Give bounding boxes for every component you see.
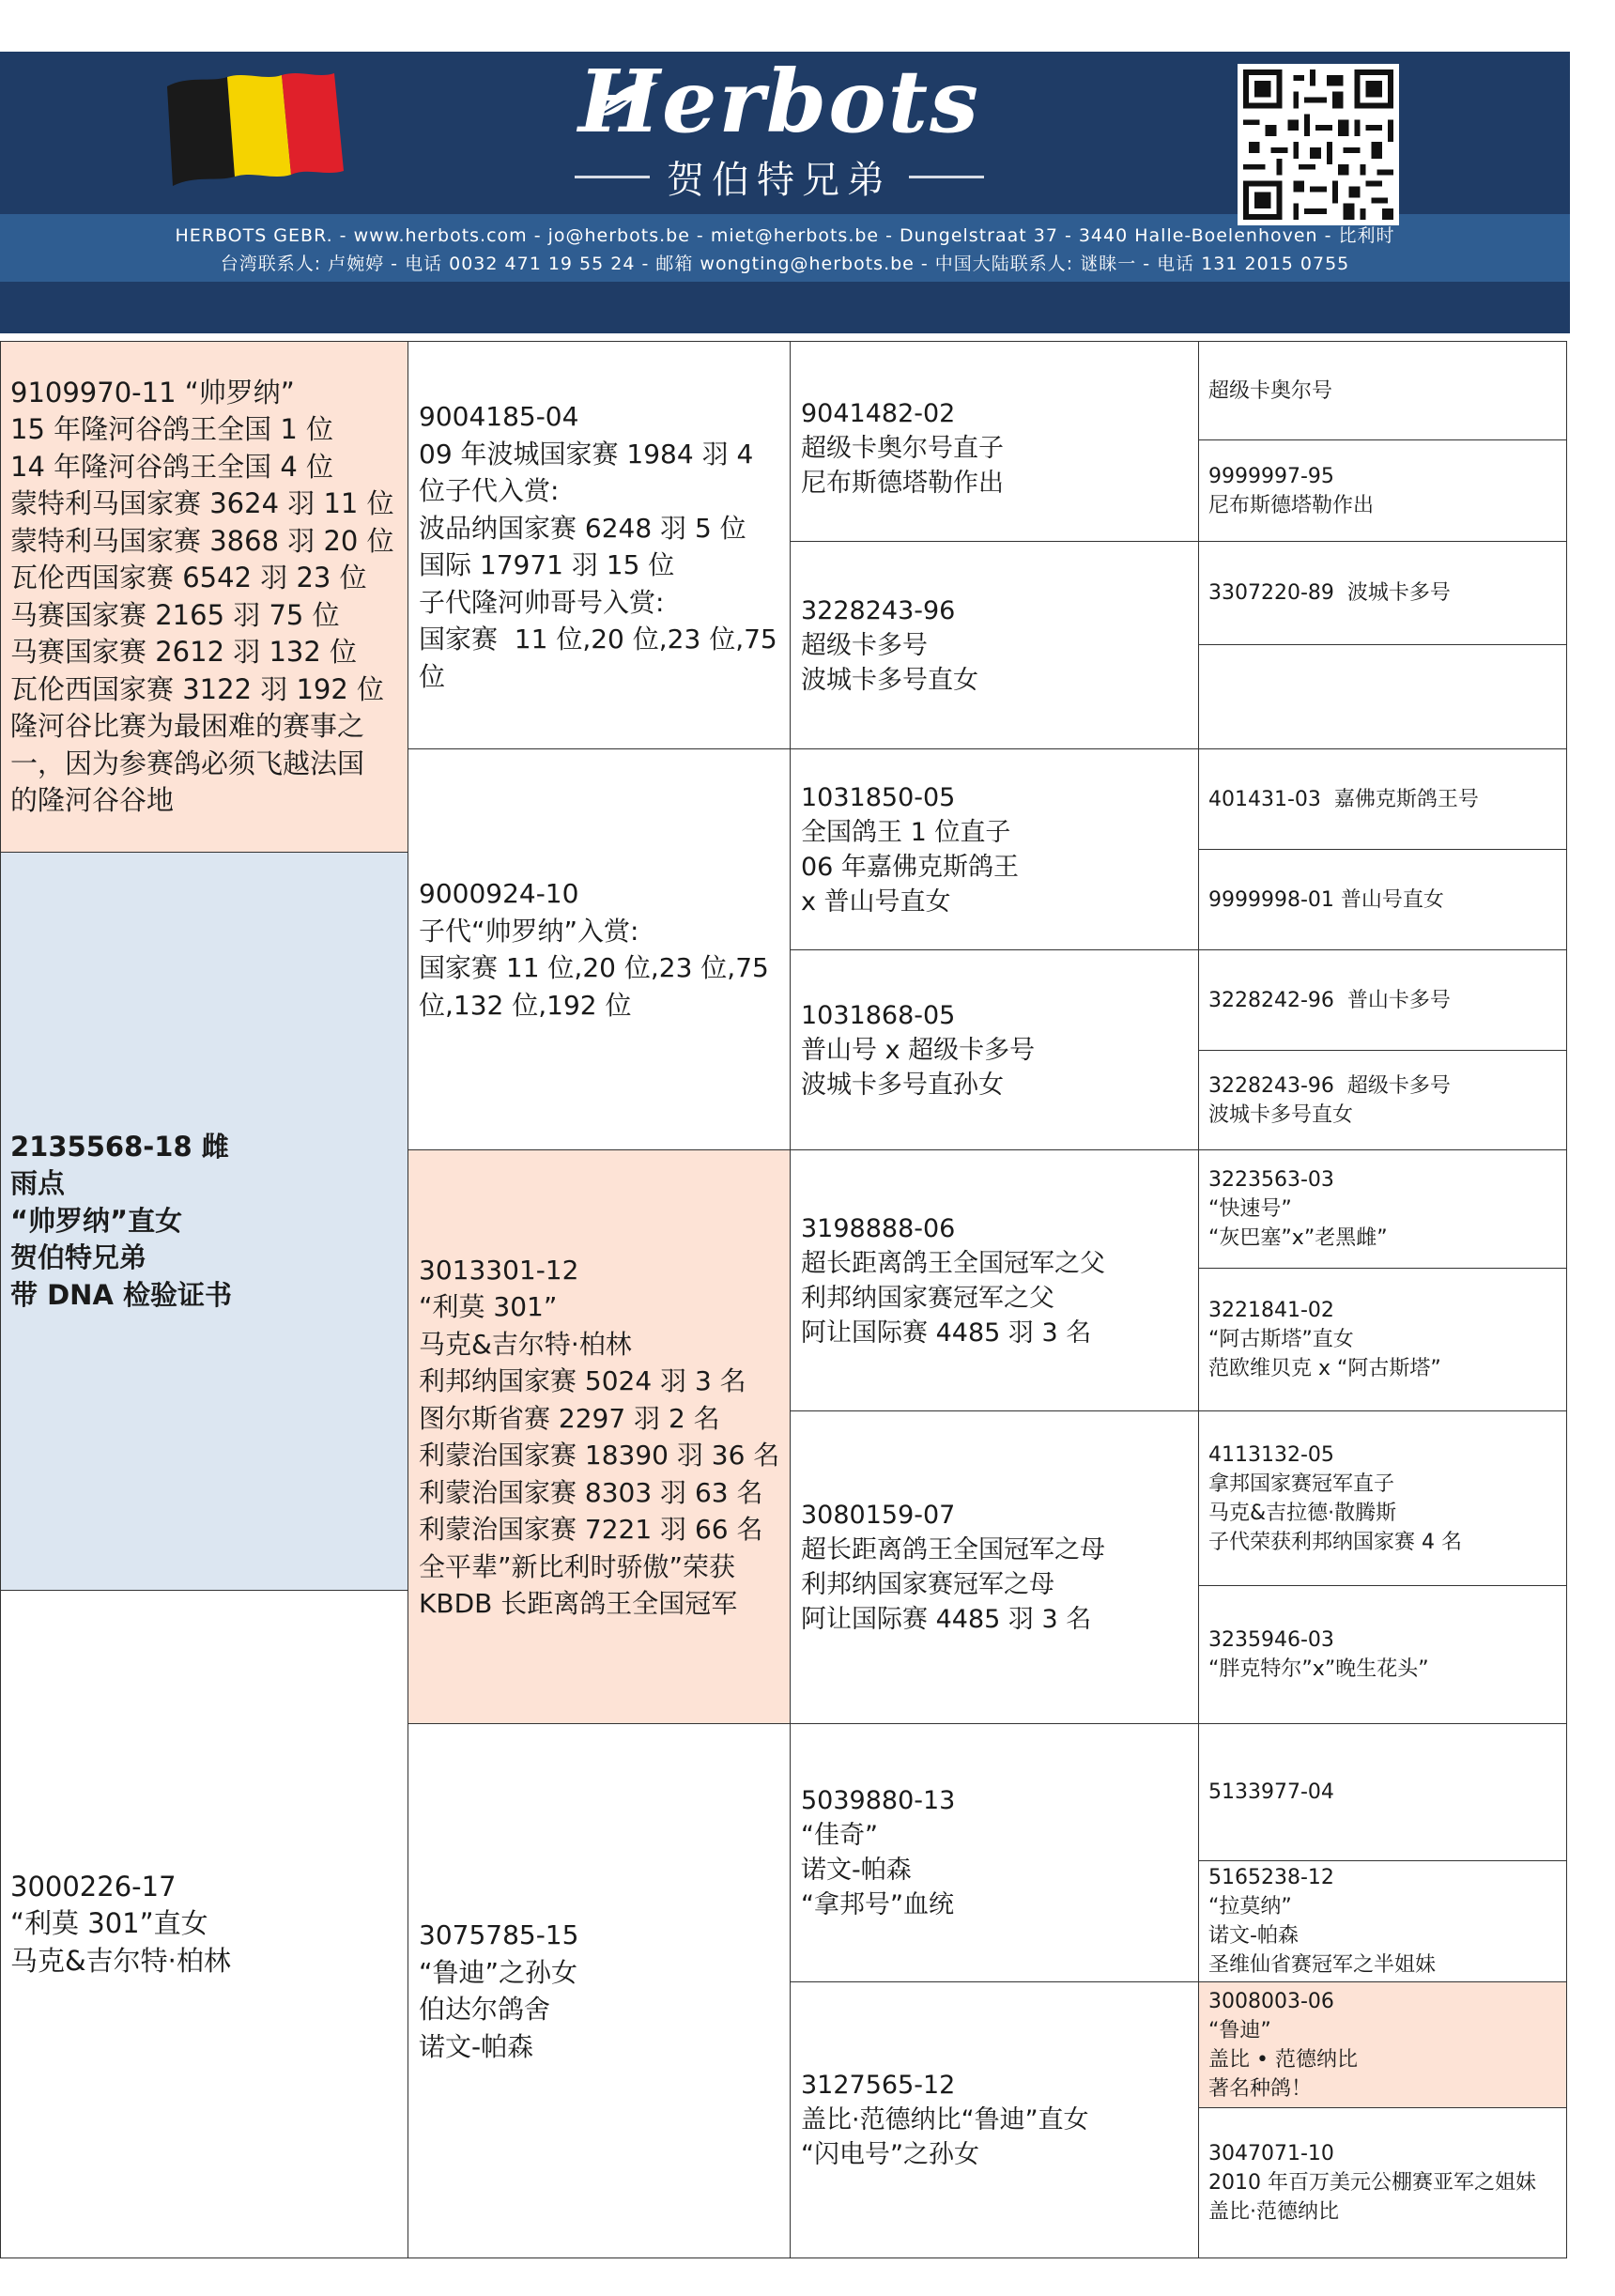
pedigree-cell-gen3 bbox=[790, 341, 1199, 542]
pedigree-cell-sire bbox=[0, 341, 408, 853]
pedigree-line: 利蒙治国家赛 8303 羽 63 名 bbox=[419, 1476, 763, 1508]
subject-note: “帅罗纳”直女 bbox=[10, 1204, 183, 1237]
pedigree-line: “拿邦号”血统 bbox=[801, 1890, 954, 1919]
pedigree-line: 盖比·范德纳比 bbox=[1208, 2200, 1339, 2224]
pedigree-cell-gen4 bbox=[1198, 1860, 1567, 1982]
pedigree-line: 3228242-96 普山卡多号 bbox=[1208, 988, 1451, 1012]
pedigree-line: 15 年隆河谷鸽王全国 1 位 bbox=[10, 413, 334, 445]
pedigree-line: 超长距离鸽王全国冠军之母 bbox=[801, 1535, 1105, 1564]
pedigree-line: 超级卡多号 bbox=[801, 630, 928, 660]
pedigree-line: 隆河谷比赛为最困难的赛事之 bbox=[10, 710, 365, 742]
pedigree-cell-gen2 bbox=[408, 1149, 791, 1724]
pedigree-line: 3080159-07 bbox=[801, 1501, 956, 1530]
pedigree-line: 9000924-10 bbox=[419, 878, 579, 909]
pedigree-line: 超长距离鸽王全国冠军之父 bbox=[801, 1248, 1105, 1278]
pedigree-line: 波城卡多号直女 bbox=[1208, 1102, 1354, 1127]
pedigree-cell-gen4 bbox=[1198, 1981, 1567, 2108]
pedigree-line: 子代隆河帅哥号入赏: bbox=[419, 586, 665, 618]
pedigree-cell-gen4 bbox=[1198, 1149, 1567, 1269]
pedigree-line: 5165238-12 bbox=[1208, 1866, 1334, 1889]
qr-code-icon bbox=[1238, 64, 1399, 225]
pedigree-cell-gen4 bbox=[1198, 1268, 1567, 1411]
contact-line: HERBOTS GEBR. - www.herbots.com - jo@herbots.be - miet@herbots.be - Dungelstraat 37 - 3440 Halle-Boelenhoven - 比利时 bbox=[175, 225, 1395, 246]
pedigree-line: 利邦纳国家赛冠军之母 bbox=[801, 1570, 1054, 1599]
pedigree-line: 诺文-帕森 bbox=[1208, 1924, 1299, 1948]
pedigree-line: 5039880-13 bbox=[801, 1786, 956, 1815]
pedigree-line: 3000226-17 bbox=[10, 1870, 177, 1903]
brand-name: Herbots bbox=[578, 51, 980, 152]
pedigree-line: 马克&吉拉德·散腾斯 bbox=[1208, 1501, 1397, 1525]
pedigree-line: 全国鸽王 1 位直子 bbox=[801, 817, 1011, 847]
pedigree-line: 3228243-96 超级卡多号 bbox=[1208, 1073, 1451, 1098]
pedigree-line: 诺文-帕森 bbox=[419, 2030, 534, 2062]
pedigree-line: 利邦纳国家赛冠军之父 bbox=[801, 1283, 1054, 1313]
pedigree-line: 2010 年百万美元公棚赛亚军之姐妹 bbox=[1208, 2171, 1536, 2195]
pedigree-line: 尼布斯德塔勒作出 bbox=[801, 469, 1004, 498]
pedigree-line: 国际 17971 羽 15 位 bbox=[419, 549, 675, 580]
subject-name: 雨点 bbox=[10, 1167, 66, 1200]
pedigree-cell-gen4 bbox=[1198, 748, 1567, 850]
pedigree-line: 瓦伦西国家赛 6542 羽 23 位 bbox=[10, 562, 367, 593]
pedigree-line: 3047071-10 bbox=[1208, 2142, 1334, 2165]
pedigree-line: 范欧维贝克 x “阿古斯塔” bbox=[1208, 1357, 1441, 1380]
contact-line: 台湾联系人: 卢婉婷 - 电话 0032 471 19 55 24 - 邮箱 wongting@herbots.be - 中国大陆联系人: 谜睐一 - 电话 131 2015 0755 bbox=[220, 254, 1350, 274]
pedigree-line: 9041482-02 bbox=[801, 399, 956, 428]
pedigree-cell-gen4 bbox=[1198, 1585, 1567, 1724]
pedigree-line: 3008003-06 bbox=[1208, 1989, 1334, 2013]
divider bbox=[909, 176, 984, 178]
pedigree-line: 位子代入赏: bbox=[419, 475, 560, 506]
pedigree-line: “灰巴塞”x”老黑雌” bbox=[1208, 1226, 1388, 1250]
pedigree-line: 瓦伦西国家赛 3122 羽 192 位 bbox=[10, 672, 385, 705]
subject-breeder: 贺伯特兄弟 bbox=[10, 1241, 147, 1274]
pedigree-line: 马克&吉尔特·柏林 bbox=[419, 1328, 632, 1360]
pedigree-line: 子代“帅罗纳”入赏: bbox=[419, 915, 639, 947]
pedigree-line: “拉莫纳” bbox=[1208, 1895, 1292, 1918]
subject-dna: 带 DNA 检验证书 bbox=[10, 1278, 232, 1311]
pedigree-line: 超级卡奥尔号 bbox=[1208, 378, 1333, 403]
pedigree-line: 9999998-01 普山号直女 bbox=[1208, 887, 1444, 912]
pedigree-line: 3223563-03 bbox=[1208, 1168, 1334, 1192]
pedigree-cell-gen4 bbox=[1198, 1723, 1567, 1861]
pedigree-cell-gen4 bbox=[1198, 439, 1567, 542]
pedigree-cell-gen2 bbox=[408, 748, 791, 1150]
pedigree-cell-gen3 bbox=[790, 1149, 1199, 1411]
pedigree-cell-gen2 bbox=[408, 1723, 791, 2258]
pedigree-line: 全平辈”新比利时骄傲”荣获 bbox=[419, 1550, 736, 1582]
pedigree-line: 马赛国家赛 2165 羽 75 位 bbox=[10, 598, 340, 631]
pedigree-line: 子代荣获利邦纳国家赛 4 名 bbox=[1208, 1530, 1462, 1554]
pedigree-line: 3307220-89 波城卡多号 bbox=[1208, 581, 1451, 605]
pedigree-line: 1031868-05 bbox=[801, 1000, 956, 1030]
pedigree-cell-gen4 bbox=[1198, 949, 1567, 1051]
pedigree-cell-gen3 bbox=[790, 1981, 1199, 2258]
pedigree-line: 著名种鸽！ bbox=[1208, 2076, 1313, 2101]
subject-ring: 2135568-18 雌 bbox=[10, 1130, 229, 1163]
pedigree-line: 波品纳国家赛 6248 羽 5 位 bbox=[419, 512, 746, 544]
pedigree-line: 利蒙治国家赛 7221 羽 66 名 bbox=[419, 1514, 763, 1545]
pedigree-cell-subject bbox=[0, 852, 408, 1591]
pedigree-line: “利莫 301” bbox=[419, 1291, 558, 1322]
pedigree-line: 401431-03 嘉佛克斯鸽王号 bbox=[1208, 787, 1479, 811]
pedigree-line: 波城卡多号直孙女 bbox=[801, 1070, 1004, 1100]
pedigree-line: 圣维仙省赛冠军之半姐妹 bbox=[1208, 1953, 1437, 1977]
pedigree-line: “快速号” bbox=[1208, 1197, 1292, 1221]
pedigree-line: 国家赛 11 位,20 位,23 位,75 bbox=[419, 624, 777, 655]
pedigree-line: 位 bbox=[419, 660, 446, 692]
pedigree-line: 3221841-02 bbox=[1208, 1299, 1334, 1322]
pedigree-line: 3127565-12 bbox=[801, 2071, 956, 2100]
pedigree-line: 蒙特利马国家赛 3868 羽 20 位 bbox=[10, 524, 394, 557]
pedigree-cell-gen3 bbox=[790, 748, 1199, 950]
pedigree-line: “鲁迪” bbox=[1208, 2018, 1271, 2042]
pedigree-line: “阿古斯塔”直女 bbox=[1208, 1328, 1354, 1351]
pedigree-cell-gen2 bbox=[408, 341, 791, 749]
pedigree-line: 马赛国家赛 2612 羽 132 位 bbox=[10, 636, 358, 668]
pedigree-cell-gen3 bbox=[790, 949, 1199, 1150]
pedigree-line: “鲁迪”之孙女 bbox=[419, 1956, 578, 1988]
pedigree-line: 一，因为参赛鸽必须飞越法国 bbox=[10, 747, 365, 779]
pedigree-cell-gen4 bbox=[1198, 849, 1567, 950]
pedigree-line: 拿邦国家赛冠军直子 bbox=[1208, 1472, 1395, 1496]
pedigree-line: 3228243-96 bbox=[801, 595, 956, 625]
pedigree-line: 3075785-15 bbox=[419, 1919, 579, 1950]
pedigree-line: 阿让国际赛 4485 羽 3 名 bbox=[801, 1605, 1092, 1634]
pedigree-cell-dam bbox=[0, 1590, 408, 2258]
pedigree-line: 伯达尔鸽舍 bbox=[419, 1994, 551, 2025]
pedigree-line: 图尔斯省赛 2297 羽 2 名 bbox=[419, 1402, 720, 1434]
pedigree-line: 9109970-11 “帅罗纳” bbox=[10, 376, 295, 408]
pedigree-line: 蒙特利马国家赛 3624 羽 11 位 bbox=[10, 487, 394, 519]
pedigree-line: 波城卡多号直女 bbox=[801, 665, 978, 695]
pedigree-line: 3013301-12 bbox=[419, 1254, 579, 1286]
pedigree-line: 阿让国际赛 4485 羽 3 名 bbox=[801, 1318, 1092, 1348]
pedigree-line: 马克&吉尔特·柏林 bbox=[10, 1944, 231, 1977]
brand-name-chinese: 贺伯特兄弟 bbox=[667, 159, 892, 202]
pedigree-line: 诺文-帕森 bbox=[801, 1856, 912, 1885]
pedigree-line: 国家赛 11 位,20 位,23 位,75 bbox=[419, 952, 769, 983]
pedigree-line: 9999997-95 bbox=[1208, 464, 1334, 488]
pedigree-line: 盖比 • 范德纳比 bbox=[1208, 2047, 1358, 2072]
pedigree-line: 的隆河谷谷地 bbox=[10, 784, 175, 816]
pedigree-line: 利邦纳国家赛 5024 羽 3 名 bbox=[419, 1365, 746, 1396]
pedigree-cell-gen3 bbox=[790, 1723, 1199, 1982]
pedigree-line: 盖比·范德纳比“鲁迪”直女 bbox=[801, 2105, 1089, 2134]
pedigree-line: 3235946-03 bbox=[1208, 1628, 1334, 1652]
pedigree-cell-gen3 bbox=[790, 1410, 1199, 1724]
pedigree-line: “闪电号”之孙女 bbox=[801, 2140, 979, 2169]
pedigree-line: 4113132-05 bbox=[1208, 1442, 1334, 1467]
pedigree-cell-gen4 bbox=[1198, 1050, 1567, 1150]
pedigree-line: 普山号 x 超级卡多号 bbox=[801, 1035, 1036, 1065]
pedigree-line: KBDB 长距离鸽王全国冠军 bbox=[419, 1588, 738, 1619]
belgian-flag-icon bbox=[160, 66, 347, 193]
pedigree-line: 尼布斯德塔勒作出 bbox=[1208, 493, 1375, 517]
pedigree-line: 3198888-06 bbox=[801, 1213, 956, 1243]
pedigree-cell-gen4 bbox=[1198, 341, 1567, 440]
pedigree-line: “利莫 301”直女 bbox=[10, 1907, 208, 1940]
pedigree-line: 利蒙治国家赛 18390 羽 36 名 bbox=[419, 1440, 780, 1471]
pedigree-cell-gen4 bbox=[1198, 1410, 1567, 1586]
pedigree-cell-gen3 bbox=[790, 541, 1199, 749]
pedigree-cell-gen4 bbox=[1198, 2107, 1567, 2258]
divider bbox=[575, 176, 650, 178]
pedigree-line: 位,132 位,192 位 bbox=[419, 989, 632, 1021]
pedigree-line: 9004185-04 bbox=[419, 401, 579, 432]
pedigree-cell-gen4 bbox=[1198, 541, 1567, 645]
pedigree-line: “胖克特尔”x”晚生花头” bbox=[1208, 1657, 1429, 1681]
pedigree-line: x 普山号直女 bbox=[801, 886, 951, 917]
pedigree-cell-gen4 bbox=[1198, 644, 1567, 749]
pedigree-line: 14 年隆河谷鸽王全国 4 位 bbox=[10, 450, 334, 483]
pedigree-line: 06 年嘉佛克斯鸽王 bbox=[801, 852, 1019, 882]
pedigree-line: “佳奇” bbox=[801, 1821, 878, 1850]
pedigree-line: 5133977-04 bbox=[1208, 1780, 1334, 1804]
brand-logo bbox=[563, 51, 995, 204]
pedigree-line: 超级卡奥尔号直子 bbox=[801, 434, 1004, 463]
pedigree-line: 1031850-05 bbox=[801, 782, 956, 812]
pedigree-line: 09 年波城国家赛 1984 羽 4 bbox=[419, 438, 754, 470]
